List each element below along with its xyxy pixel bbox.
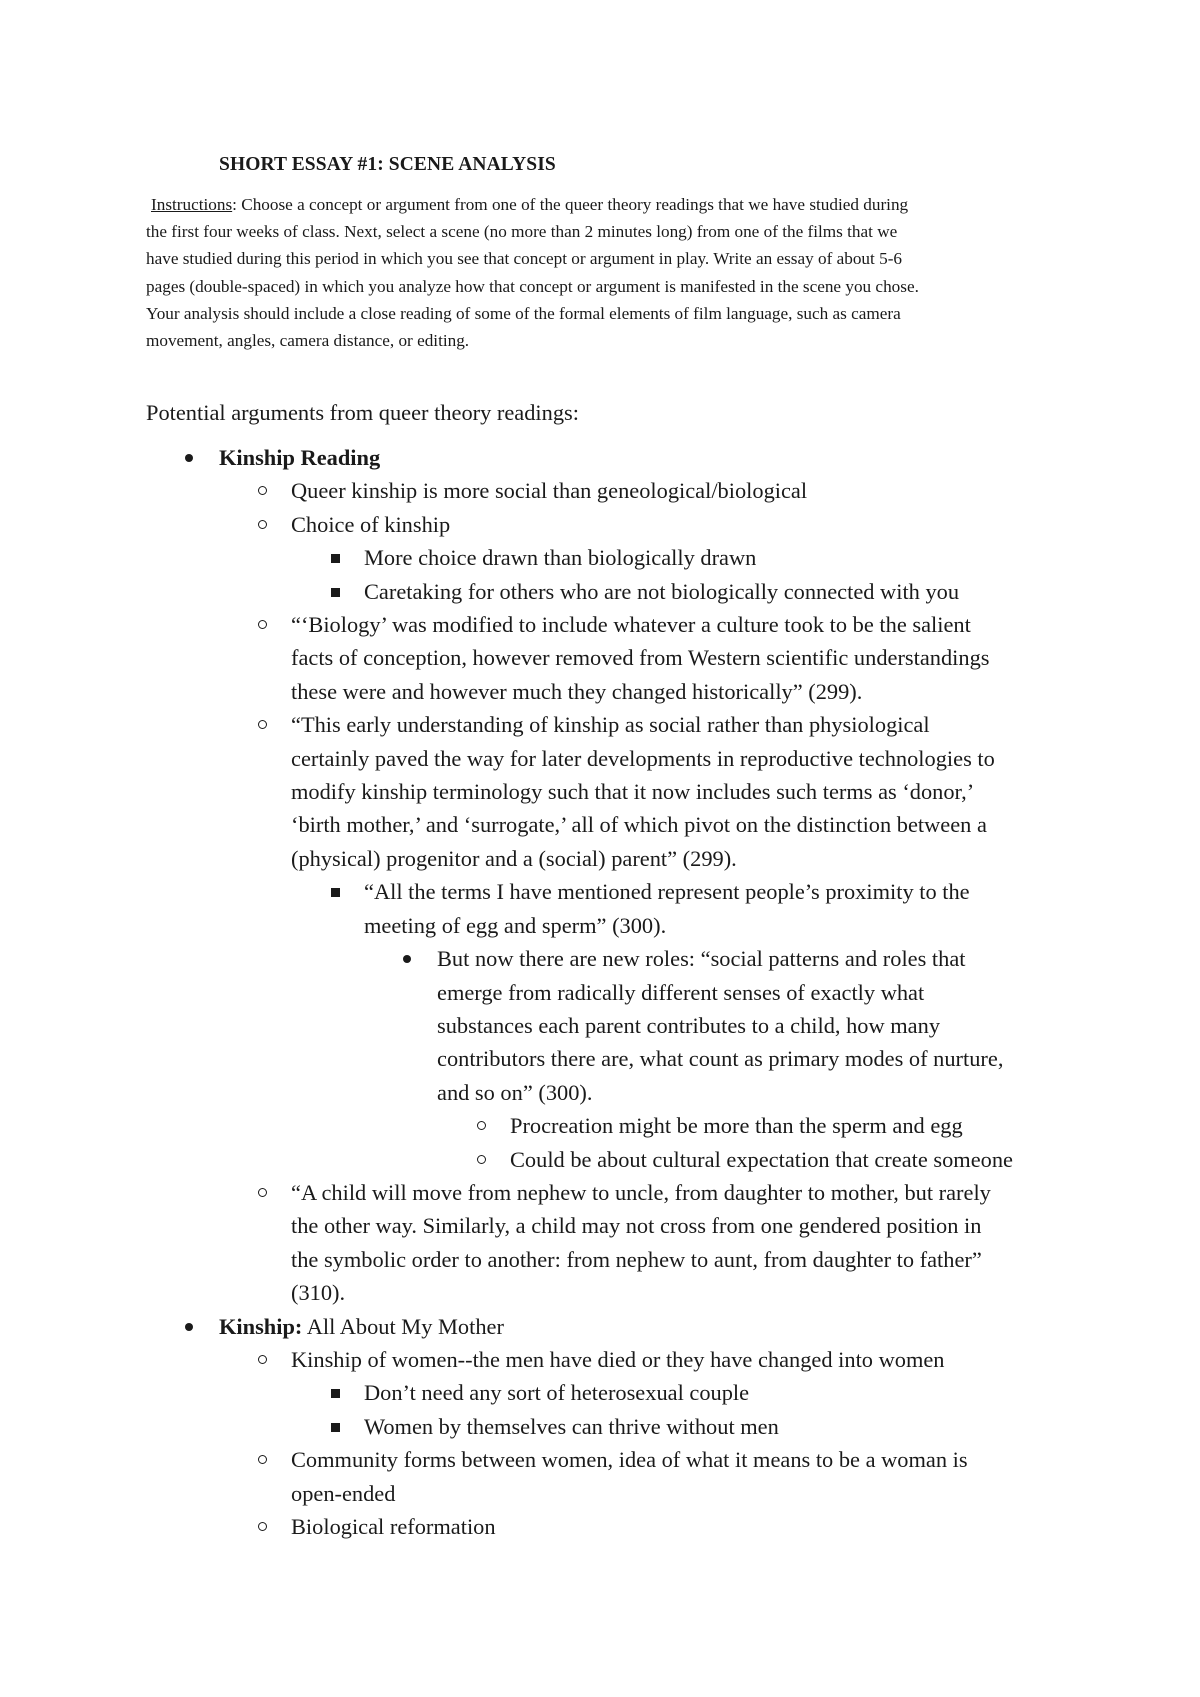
- hollow-bullet-icon: [258, 620, 267, 629]
- list-item-text: But now there are new roles: “social patterns and roles that: [437, 946, 966, 972]
- list-item: [0, 508, 1200, 541]
- list-item-text: facts of conception, however removed from Western scientific understandings: [291, 645, 990, 671]
- list-item-text: Biological reformation: [291, 1514, 496, 1539]
- list-item-text: open-ended: [291, 1480, 396, 1506]
- instructions-line: have studied during this period in which you see that concept or argument in play. Write an essay of about 5-6: [146, 249, 903, 269]
- square-bullet-icon: [331, 1423, 340, 1432]
- list-item-text: More choice drawn than biologically drawn: [364, 545, 757, 571]
- instructions-line: pages (double-spaced) in which you analyze how that concept or argument is manifested in the scene you chose.: [146, 276, 919, 296]
- list-item-text: ‘birth mother,’ and ‘surrogate,’ all of which pivot on the distinction between a: [291, 812, 987, 838]
- list-item: [0, 1443, 1200, 1510]
- list-item-text: these were and however much they changed historically” (299).: [291, 678, 863, 704]
- list-item-text: Kinship Reading: [219, 445, 381, 470]
- section-heading: Potential arguments from queer theory readings:: [146, 400, 579, 425]
- square-bullet-icon: [331, 1389, 340, 1398]
- filled-bullet-icon: [185, 454, 193, 462]
- outline-heading-kinship-film: [0, 1310, 1200, 1343]
- list-item-quote: [0, 1176, 1200, 1310]
- list-item-quote: [0, 942, 1200, 1109]
- instructions-line: movement, angles, camera distance, or editing.: [146, 331, 470, 351]
- heading-bold-label: Kinship:: [219, 1313, 303, 1339]
- list-item-quote: [0, 608, 1200, 708]
- instructions-line: the first four weeks of class. Next, select a scene (no more than 2 minutes long) from one of the films that we: [146, 222, 898, 242]
- list-item-text: “‘Biology’ was modified to include whatever a culture took to be the salient: [291, 612, 971, 638]
- hollow-bullet-icon: [258, 1455, 267, 1464]
- list-item: [0, 575, 1200, 608]
- heading-film-title: All About My Mother: [302, 1313, 504, 1339]
- list-item: [0, 1109, 1200, 1142]
- list-item-text: Choice of kinship: [291, 511, 451, 537]
- list-item-text: “This early understanding of kinship as social rather than physiological: [291, 712, 930, 738]
- list-item-text: the other way. Similarly, a child may not cross from one gendered position in: [291, 1213, 982, 1239]
- list-item-text: “A child will move from nephew to uncle, from daughter to mother, but rarely: [291, 1179, 991, 1205]
- hollow-bullet-icon: [258, 1355, 267, 1364]
- outline-heading-kinship-reading: [0, 441, 1200, 474]
- list-item-text: (physical) progenitor and a (social) parent” (299).: [291, 845, 737, 871]
- essay-title: SHORT ESSAY #1: SCENE ANALYSIS: [219, 154, 556, 175]
- list-item-text: substances each parent contributes to a child, how many: [437, 1012, 941, 1038]
- list-item-text: Could be about cultural expectation that create someone: [510, 1146, 1013, 1172]
- list-item: [0, 1376, 1200, 1409]
- list-item-text: Don’t need any sort of heterosexual couple: [364, 1380, 750, 1406]
- list-item-text: meeting of egg and sperm” (300).: [364, 912, 667, 938]
- square-bullet-icon: [331, 888, 340, 897]
- list-item-text: Procreation might be more than the sperm and egg: [510, 1113, 963, 1139]
- list-item-text: Caretaking for others who are not biologically connected with you: [364, 578, 960, 604]
- hollow-bullet-icon: [258, 486, 267, 495]
- list-item: [0, 541, 1200, 574]
- list-item-text: the symbolic order to another: from nephew to aunt, from daughter to father”: [291, 1246, 982, 1272]
- list-item-quote: [0, 708, 1200, 875]
- filled-bullet-icon: [185, 1323, 193, 1331]
- instructions-paragraph: [146, 191, 1071, 354]
- square-bullet-icon: [331, 554, 340, 563]
- list-item: [0, 1143, 1200, 1176]
- hollow-bullet-icon: [258, 1522, 267, 1531]
- list-item: [0, 1343, 1200, 1376]
- instructions-text: : Choose a concept or argument from one of the queer theory readings that we have studied during: [232, 195, 909, 214]
- list-item-text: Women by themselves can thrive without men: [364, 1413, 779, 1439]
- list-item-text: contributors there are, what count as primary modes of nurture,: [437, 1046, 1004, 1072]
- list-item-quote: [0, 875, 1200, 942]
- hollow-bullet-icon: [258, 520, 267, 529]
- list-item-text: modify kinship terminology such that it now includes such terms as ‘donor,’: [291, 779, 975, 805]
- list-item-text: “All the terms I have mentioned represent people’s proximity to the: [364, 879, 970, 905]
- list-item-text: (310).: [291, 1280, 346, 1306]
- list-item: [0, 1510, 1200, 1543]
- hollow-bullet-icon: [258, 720, 267, 729]
- list-item: [0, 1410, 1200, 1443]
- list-item: [0, 474, 1200, 507]
- list-item-text: Queer kinship is more social than geneological/biological: [291, 478, 808, 504]
- hollow-bullet-icon: [477, 1155, 486, 1164]
- square-bullet-icon: [331, 588, 340, 597]
- instructions-line: Your analysis should include a close reading of some of the formal elements of film language, such as camera: [146, 303, 901, 323]
- hollow-bullet-icon: [477, 1121, 486, 1130]
- list-item-text: Community forms between women, idea of what it means to be a woman is: [291, 1447, 968, 1473]
- list-item-text: Kinship of women--the men have died or they have changed into women: [291, 1346, 945, 1372]
- outline-list: [0, 441, 1200, 1543]
- hollow-bullet-icon: [258, 1188, 267, 1197]
- filled-bullet-icon: [403, 955, 411, 963]
- list-item-text: emerge from radically different senses of exactly what: [437, 979, 925, 1005]
- instructions-line: [146, 191, 1071, 218]
- list-item-text: and so on” (300).: [437, 1079, 593, 1105]
- instructions-label: Instructions: [151, 195, 233, 214]
- list-item-text: certainly paved the way for later developments in reproductive technologies to: [291, 745, 995, 771]
